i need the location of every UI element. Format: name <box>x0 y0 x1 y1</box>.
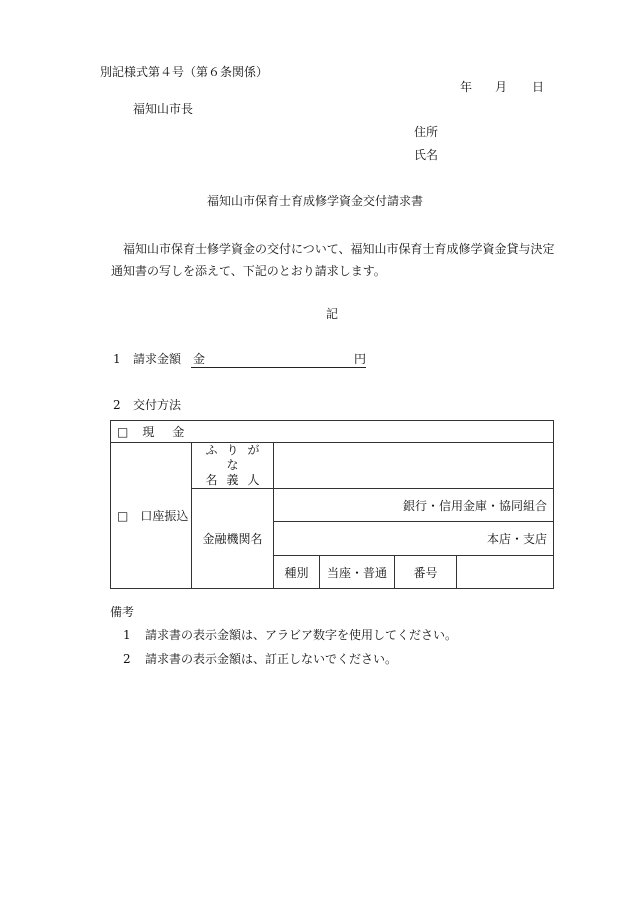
note-number: 1 <box>123 628 131 642</box>
account-number-label: 番号 <box>395 556 457 589</box>
item1-number: 1 <box>113 352 121 366</box>
cash-label-char2: 金 <box>172 425 185 439</box>
holder-name-label: 名義人 <box>205 473 269 487</box>
account-type-label: 種別 <box>274 556 320 589</box>
name-label: 氏名 <box>414 148 439 162</box>
addressee: 福知山市長 <box>133 102 194 116</box>
date-year-label: 年 <box>460 80 473 94</box>
account-number-input[interactable] <box>457 556 554 589</box>
date-month-label: 月 <box>495 80 508 94</box>
transfer-checkbox[interactable]: □ <box>117 509 129 523</box>
holder-label-cell <box>192 443 274 489</box>
note-text: 請求書の表示金額は、アラビア数字を使用してください。 <box>145 628 458 642</box>
item2-number: 2 <box>113 398 121 412</box>
date-day-label: 日 <box>532 80 545 94</box>
furigana-label: ふりがな <box>205 443 269 472</box>
document-title: 福知山市保育士育成修学資金交付請求書 <box>206 194 423 208</box>
request-statement: 福知山市保育士修学資金の交付について、福知山市保育士育成修学資金貸与決定通知書の写しを添えて、下記のとおり請求します。 <box>111 242 555 278</box>
address-label: 住所 <box>414 125 439 139</box>
notes-heading: 備考 <box>110 605 135 619</box>
institution-label: 金融機関名 <box>192 489 274 589</box>
cash-label-char1: 現 <box>142 425 155 439</box>
delivery-method-label: 交付方法 <box>133 398 182 412</box>
holder-name-input[interactable] <box>274 443 554 489</box>
branch-type-cell[interactable]: 本店・支店 <box>274 522 554 556</box>
transfer-option[interactable] <box>111 443 192 589</box>
transfer-label: 口座振込 <box>140 509 189 523</box>
cash-option[interactable] <box>111 421 554 443</box>
request-amount-label: 請求金額 <box>133 352 182 366</box>
bank-type-cell[interactable]: 銀行・信用金庫・協同組合 <box>274 489 554 522</box>
note-number: 2 <box>123 652 131 666</box>
account-type-options[interactable]: 当座・普通 <box>320 556 395 589</box>
note-text: 請求書の表示金額は、訂正しないでください。 <box>145 652 398 666</box>
payment-method-table <box>110 420 554 589</box>
cash-checkbox[interactable]: □ <box>117 425 129 439</box>
form-reference: 別記様式第４号（第６条関係） <box>100 65 269 79</box>
amount-suffix: 円 <box>353 352 366 366</box>
request-amount-field[interactable] <box>191 352 366 368</box>
ki-marker: 記 <box>325 307 338 321</box>
date-field <box>460 80 550 94</box>
amount-prefix: 金 <box>193 352 206 366</box>
